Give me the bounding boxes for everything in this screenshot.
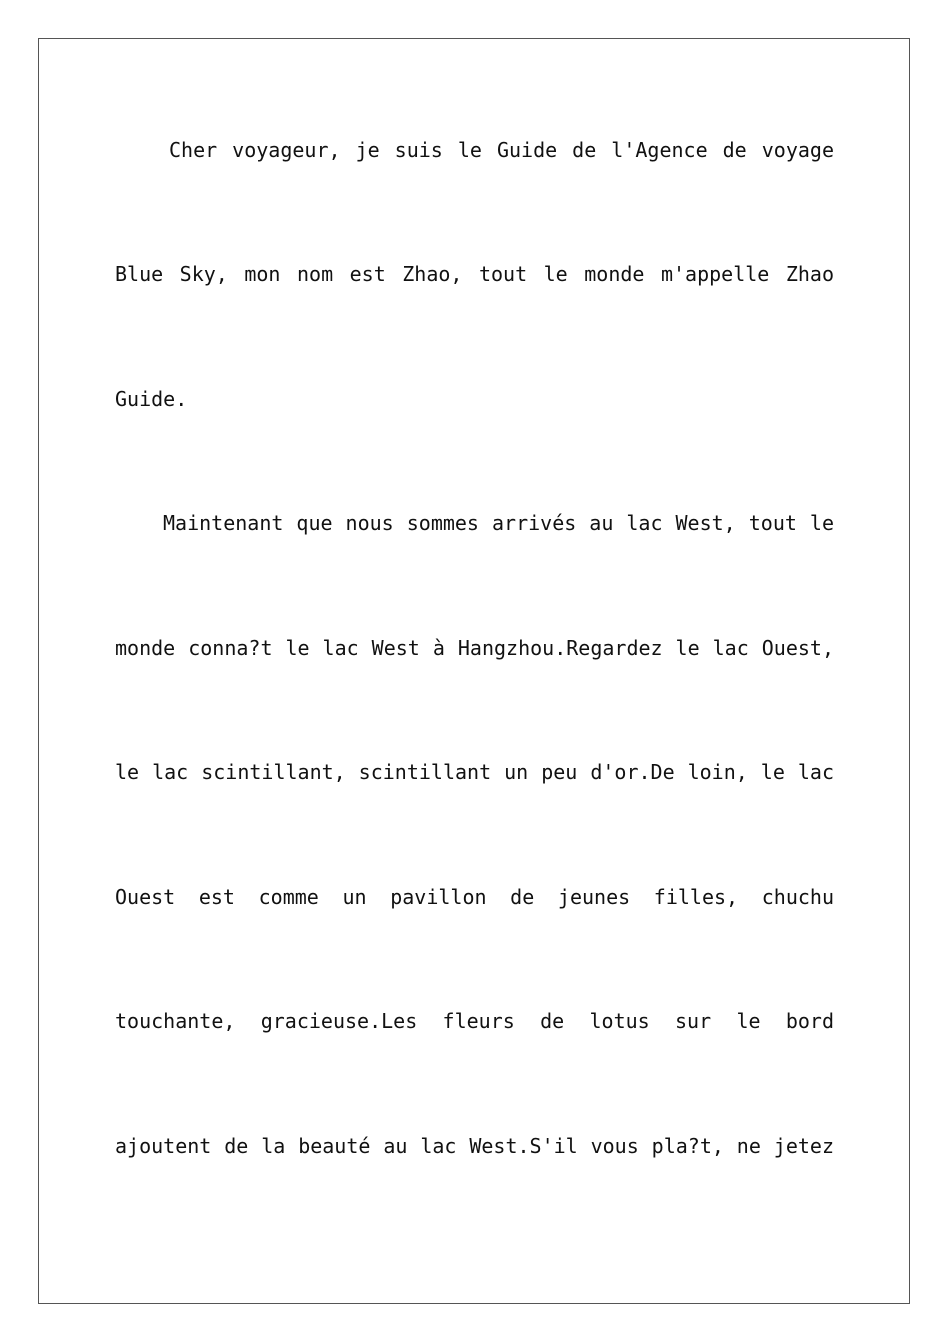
paragraph-2-line-5: touchante, gracieuse.Les fleurs de lotus sur le bord: [115, 1009, 834, 1033]
paragraph-1-line-2: Blue Sky, mon nom est Zhao, tout le monde m'appelle Zhao: [115, 262, 834, 286]
paragraph-1-line-1: Cher voyageur, je suis le Guide de l'Agence de voyage: [169, 138, 834, 162]
paragraph-1-line-3: Guide.: [115, 387, 188, 411]
paragraph-2-line-3: le lac scintillant, scintillant un peu d'or.De loin, le lac: [115, 760, 834, 784]
paragraph-2-line-6: ajoutent de la beauté au lac West.S'il vous pla?t, ne jetez: [115, 1134, 834, 1158]
paragraph-2-line-2: monde conna?t le lac West à Hangzhou.Regardez le lac Ouest,: [115, 636, 834, 660]
page-border: [38, 38, 910, 1304]
paragraph-2-line-4: Ouest est comme un pavillon de jeunes filles, chuchu: [115, 885, 834, 909]
paragraph-2-line-1: Maintenant que nous sommes arrivés au lac West, tout le: [163, 511, 834, 535]
